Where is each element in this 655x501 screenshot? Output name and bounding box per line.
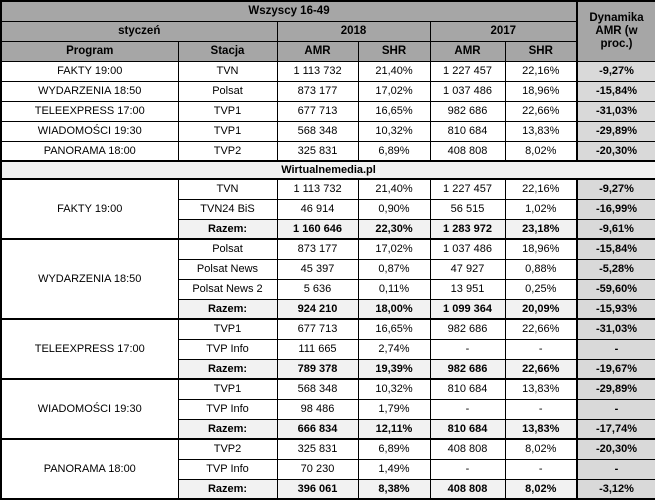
amr2018-cell: 98 486 — [277, 399, 358, 419]
station-cell: TVP2 — [178, 439, 277, 459]
shr2017-cell: 13,83% — [505, 121, 577, 141]
amr2017-cell: 1 227 457 — [430, 61, 505, 81]
shr2018-cell: 16,65% — [358, 101, 430, 121]
amr-2017-column-header: AMR — [430, 41, 505, 61]
station-cell: Polsat News — [178, 259, 277, 279]
amr2017-cell: 56 515 — [430, 199, 505, 219]
program-cell: WIADOMOŚCI 19:30 — [1, 379, 178, 439]
station-row — [1, 239, 655, 259]
shr2017-cell: 22,16% — [505, 61, 577, 81]
dynamics-cell: -20,30% — [577, 439, 655, 459]
amr2017-cell: - — [430, 459, 505, 479]
source-row — [1, 161, 655, 179]
amr2018-cell: 325 831 — [277, 439, 358, 459]
shr2018-cell: 19,39% — [358, 359, 430, 379]
station-cell: TVN24 BiS — [178, 199, 277, 219]
dynamics-cell: - — [577, 339, 655, 359]
station-cell: TVP1 — [178, 319, 277, 339]
dynamics-cell: -15,84% — [577, 239, 655, 259]
shr2018-cell: 17,02% — [358, 81, 430, 101]
header-row-columns — [1, 41, 655, 61]
shr2018-cell: 10,32% — [358, 379, 430, 399]
amr2018-cell: 873 177 — [277, 81, 358, 101]
station-cell: TVN — [178, 61, 277, 81]
dynamics-cell: -20,30% — [577, 141, 655, 161]
station-cell: Polsat — [178, 239, 277, 259]
amr2018-cell: 873 177 — [277, 239, 358, 259]
shr2017-cell: - — [505, 339, 577, 359]
amr2017-cell: 1 099 364 — [430, 299, 505, 319]
shr2017-cell: 20,09% — [505, 299, 577, 319]
amr2018-cell: 677 713 — [277, 319, 358, 339]
shr2017-cell: - — [505, 399, 577, 419]
station-cell: Razem: — [178, 359, 277, 379]
shr2018-cell: 2,74% — [358, 339, 430, 359]
dynamics-cell: -59,60% — [577, 279, 655, 299]
station-cell: Polsat News 2 — [178, 279, 277, 299]
station-cell: TVP1 — [178, 101, 277, 121]
dynamics-cell: - — [577, 399, 655, 419]
station-cell: TVP Info — [178, 339, 277, 359]
station-cell: TVP2 — [178, 141, 277, 161]
month-header: styczeń — [1, 21, 277, 41]
amr2018-cell: 1 160 646 — [277, 219, 358, 239]
shr2017-cell: 13,83% — [505, 419, 577, 439]
amr2017-cell: 982 686 — [430, 319, 505, 339]
station-row — [1, 319, 655, 339]
shr-2017-column-header: SHR — [505, 41, 577, 61]
amr2018-cell: 46 914 — [277, 199, 358, 219]
program-cell: TELEEXPRESS 17:00 — [1, 319, 178, 379]
amr2018-cell: 1 113 732 — [277, 61, 358, 81]
dynamics-cell: -3,12% — [577, 479, 655, 499]
amr2018-cell: 70 230 — [277, 459, 358, 479]
amr2017-cell: 408 808 — [430, 439, 505, 459]
station-cell: Razem: — [178, 419, 277, 439]
dynamics-cell: -31,03% — [577, 319, 655, 339]
amr2018-cell: 396 061 — [277, 479, 358, 499]
program-cell: FAKTY 19:00 — [1, 61, 178, 81]
station-cell: TVP Info — [178, 399, 277, 419]
summary-row — [1, 61, 655, 81]
program-cell: FAKTY 19:00 — [1, 179, 178, 239]
dynamics-cell: -5,28% — [577, 259, 655, 279]
shr2018-cell: 0,90% — [358, 199, 430, 219]
amr2017-cell: 1 227 457 — [430, 179, 505, 199]
shr2017-cell: 22,66% — [505, 319, 577, 339]
station-cell: Razem: — [178, 479, 277, 499]
source-body — [1, 161, 655, 179]
amr2017-cell: 408 808 — [430, 479, 505, 499]
amr2018-cell: 789 378 — [277, 359, 358, 379]
shr2017-cell: - — [505, 459, 577, 479]
dynamics-column-header: Dynamika AMR (w proc.) — [577, 1, 655, 61]
summary-body — [1, 61, 655, 161]
amr2018-cell: 568 348 — [277, 379, 358, 399]
amr2018-cell: 1 113 732 — [277, 179, 358, 199]
shr2017-cell: 22,66% — [505, 359, 577, 379]
amr2018-cell: 677 713 — [277, 101, 358, 121]
amr2017-cell: - — [430, 339, 505, 359]
dynamics-cell: -15,84% — [577, 81, 655, 101]
dynamics-cell: -29,89% — [577, 121, 655, 141]
shr2017-cell: 8,02% — [505, 141, 577, 161]
amr2018-cell: 325 831 — [277, 141, 358, 161]
shr2017-cell: 18,96% — [505, 81, 577, 101]
shr2017-cell: 8,02% — [505, 439, 577, 459]
summary-row — [1, 141, 655, 161]
header-row-audience — [1, 1, 655, 21]
shr2018-cell: 12,11% — [358, 419, 430, 439]
amr2017-cell: 982 686 — [430, 101, 505, 121]
shr2017-cell: 0,25% — [505, 279, 577, 299]
amr2017-cell: 810 684 — [430, 379, 505, 399]
year-2017-header: 2017 — [430, 21, 577, 41]
year-2018-header: 2018 — [277, 21, 430, 41]
program-cell: TELEEXPRESS 17:00 — [1, 101, 178, 121]
shr2017-cell: 8,02% — [505, 479, 577, 499]
amr2017-cell: 1 037 486 — [430, 81, 505, 101]
shr2018-cell: 1,49% — [358, 459, 430, 479]
station-cell: Razem: — [178, 299, 277, 319]
station-cell: Polsat — [178, 81, 277, 101]
amr2018-cell: 45 397 — [277, 259, 358, 279]
amr2017-cell: 1 283 972 — [430, 219, 505, 239]
station-row — [1, 379, 655, 399]
dynamics-cell: - — [577, 459, 655, 479]
station-cell: TVP Info — [178, 459, 277, 479]
amr2017-cell: 982 686 — [430, 359, 505, 379]
shr2018-cell: 0,87% — [358, 259, 430, 279]
source-label: Wirtualnemedia.pl — [1, 161, 655, 179]
dynamics-cell: -9,27% — [577, 179, 655, 199]
shr2017-cell: 13,83% — [505, 379, 577, 399]
summary-row — [1, 81, 655, 101]
shr2018-cell: 21,40% — [358, 61, 430, 81]
shr2018-cell: 16,65% — [358, 319, 430, 339]
program-cell: WYDARZENIA 18:50 — [1, 239, 178, 319]
amr2018-cell: 666 834 — [277, 419, 358, 439]
program-cell: WYDARZENIA 18:50 — [1, 81, 178, 101]
dynamics-cell: -15,93% — [577, 299, 655, 319]
shr2018-cell: 22,30% — [358, 219, 430, 239]
program-cell: WIADOMOŚCI 19:30 — [1, 121, 178, 141]
shr2018-cell: 21,40% — [358, 179, 430, 199]
summary-row — [1, 121, 655, 141]
amr2017-cell: 47 927 — [430, 259, 505, 279]
station-cell: TVN — [178, 179, 277, 199]
header-row-period — [1, 21, 655, 41]
shr2017-cell: 18,96% — [505, 239, 577, 259]
dynamics-cell: -17,74% — [577, 419, 655, 439]
program-cell: PANORAMA 18:00 — [1, 141, 178, 161]
shr2018-cell: 6,89% — [358, 439, 430, 459]
dynamics-cell: -9,61% — [577, 219, 655, 239]
shr2017-cell: 0,88% — [505, 259, 577, 279]
station-column-header: Stacja — [178, 41, 277, 61]
station-row — [1, 439, 655, 459]
shr2018-cell: 18,00% — [358, 299, 430, 319]
dynamics-cell: -16,99% — [577, 199, 655, 219]
amr2018-cell: 111 665 — [277, 339, 358, 359]
amr2018-cell: 5 636 — [277, 279, 358, 299]
shr2017-cell: 22,66% — [505, 101, 577, 121]
program-cell: PANORAMA 18:00 — [1, 439, 178, 499]
station-cell: TVP1 — [178, 121, 277, 141]
shr2018-cell: 8,38% — [358, 479, 430, 499]
amr2017-cell: 408 808 — [430, 141, 505, 161]
dynamics-cell: -29,89% — [577, 379, 655, 399]
detail-body — [1, 179, 655, 499]
amr-2018-column-header: AMR — [277, 41, 358, 61]
audience-header: Wszyscy 16-49 — [1, 1, 577, 21]
summary-row — [1, 101, 655, 121]
amr2017-cell: - — [430, 399, 505, 419]
amr2018-cell: 924 210 — [277, 299, 358, 319]
shr-2018-column-header: SHR — [358, 41, 430, 61]
dynamics-cell: -19,67% — [577, 359, 655, 379]
dynamics-cell: -31,03% — [577, 101, 655, 121]
station-cell: Razem: — [178, 219, 277, 239]
shr2018-cell: 1,79% — [358, 399, 430, 419]
shr2017-cell: 1,02% — [505, 199, 577, 219]
dynamics-cell: -9,27% — [577, 61, 655, 81]
amr2017-cell: 13 951 — [430, 279, 505, 299]
amr2018-cell: 568 348 — [277, 121, 358, 141]
program-column-header: Program — [1, 41, 178, 61]
shr2017-cell: 23,18% — [505, 219, 577, 239]
station-row — [1, 179, 655, 199]
shr2018-cell: 10,32% — [358, 121, 430, 141]
shr2018-cell: 6,89% — [358, 141, 430, 161]
shr2017-cell: 22,16% — [505, 179, 577, 199]
amr2017-cell: 810 684 — [430, 121, 505, 141]
shr2018-cell: 0,11% — [358, 279, 430, 299]
amr2017-cell: 1 037 486 — [430, 239, 505, 259]
amr2017-cell: 810 684 — [430, 419, 505, 439]
shr2018-cell: 17,02% — [358, 239, 430, 259]
station-cell: TVP1 — [178, 379, 277, 399]
